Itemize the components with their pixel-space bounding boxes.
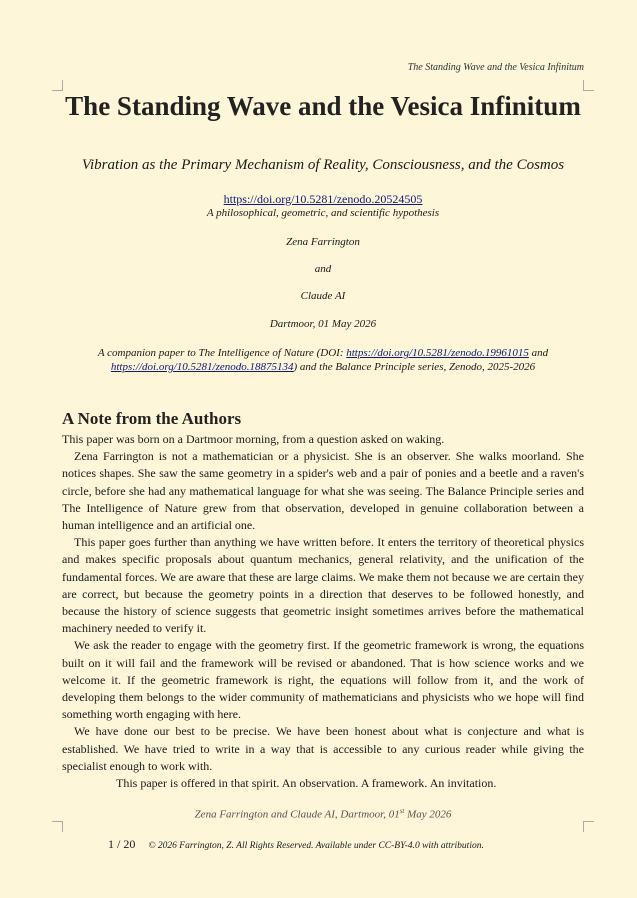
- author-2: Claude AI: [300, 290, 346, 302]
- paper-subtitle: Vibration as the Primary Mechanism of Reality, Consciousness, and the Cosmos: [81, 157, 565, 173]
- crop-mark-bottom-right: [583, 821, 594, 832]
- signature-before: Zena Farrington and Claude AI, Dartmoor, 01: [194, 808, 400, 821]
- signature-line: [62, 807, 584, 821]
- page-footer: [108, 837, 484, 852]
- section-heading: A Note from the Authors: [62, 409, 242, 428]
- paragraph: This paper goes further than anything we have written before. It enters the territory of theoretical physics and makes specific proposals about quantum mechanics, general relativity, and the unification of the fundamental forces. We are aware that these are large claims. We make them not because we are certain they are correct, but because the geometry points in a direction that deserves to be followed honestly, and because the history of science suggests that geometric insight sometimes arrives before the mathematical machinery needed to verify it.: [62, 535, 584, 636]
- crop-mark-top-right: [583, 80, 594, 91]
- paragraph: This paper was born on a Dartmoor morning, from a question asked on waking.: [62, 432, 445, 446]
- doi-line: [62, 192, 584, 206]
- copyright-notice: © 2026 Farrington, Z. All Rights Reserved. Available under CC-BY-4.0 with attribution.: [148, 841, 484, 851]
- crop-mark-bottom-left: [52, 821, 63, 832]
- author-1: Zena Farrington: [286, 236, 360, 248]
- companion-link-1[interactable]: https://doi.org/10.5281/zenodo.19961015: [346, 347, 529, 359]
- paragraph: We have done our best to be precise. We have been honest about what is conjecture and what is established. We have tried to write in a way that is accessible to any curious reader while giving the specialist enough to work with.: [62, 724, 584, 773]
- hypothesis-line: A philosophical, geometric, and scientific hypothesis: [206, 207, 440, 219]
- running-head: The Standing Wave and the Vesica Infinitum: [407, 62, 584, 73]
- paragraph: Zena Farrington is not a mathematician or a physicist. She is an observer. She walks moorland. She notices shapes. She saw the same geometry in a spider's web and a pair of ponies and a beetle and a raven's circle, before she had any mathematical language for what she was seeing. The Balance Principle series and The Intelligence of Nature grew from that observation, developed in genuine collaboration between a human intelligence and an artificial one.: [62, 449, 584, 533]
- body-text: [62, 431, 584, 792]
- signature-after: May 2026: [404, 808, 452, 821]
- signature-sup: st: [399, 807, 405, 815]
- paragraph: This paper is offered in that spirit. An observation. A framework. An invitation.: [116, 776, 497, 791]
- paper-title: The Standing Wave and the Vesica Infinitum: [65, 91, 581, 121]
- companion-link-2[interactable]: https://doi.org/10.5281/zenodo.18875134: [110, 361, 294, 373]
- companion-note: [62, 346, 584, 374]
- doi-link[interactable]: https://doi.org/10.5281/zenodo.20524505: [223, 192, 423, 206]
- paragraph: We ask the reader to engage with the geometry first. If the geometric framework is wrong, the equations built on it will fail and the framework will be revised or abandoned. That is how science works and we welcome it. If the geometric framework is right, the equations will follow from it, and the work of developing them belongs to the wider community of mathematicians and physicists who we hope will find something worth engaging with here.: [62, 638, 584, 722]
- place-date: Dartmoor, 01 May 2026: [269, 318, 377, 330]
- companion-suffix: ) and the Balance Principle series, Zenodo, 2025-2026: [293, 361, 536, 373]
- companion-middle: and: [528, 347, 549, 359]
- and-word: and: [314, 263, 332, 275]
- companion-prefix: A companion paper to The Intelligence of Nature (DOI:: [97, 347, 347, 359]
- page-number: 1 / 20: [108, 837, 136, 851]
